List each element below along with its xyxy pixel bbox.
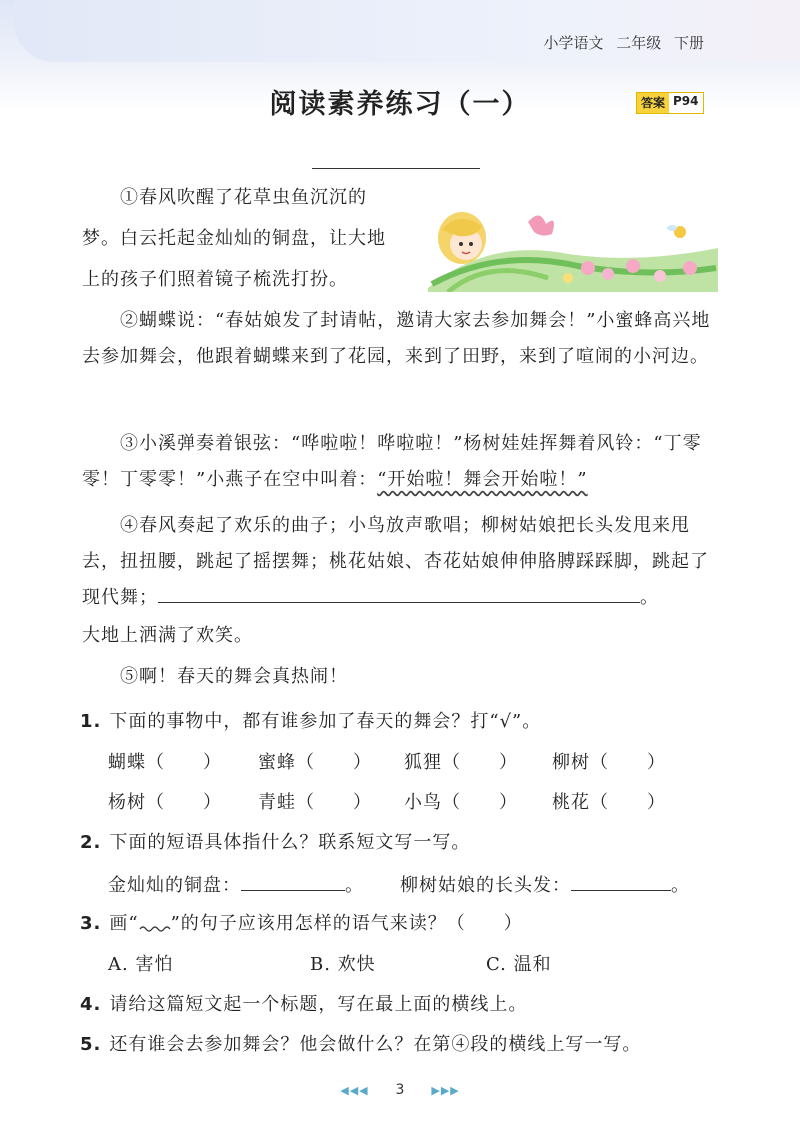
q3-option-c[interactable]: C. 温和 xyxy=(486,954,552,975)
q1-option-bird[interactable]: 小鸟（ ） xyxy=(404,792,518,813)
q2-label-a: 金灿灿的铜盘： xyxy=(108,875,241,896)
answer-label: 答案 xyxy=(637,93,669,113)
wavy-line-sample xyxy=(139,914,171,934)
passage-p4-end: 大地上洒满了欢笑。 xyxy=(82,625,253,646)
question-4-text: 请给这篇短文起一个标题，写在最上面的横线上。 xyxy=(109,994,528,1015)
passage-p3-wavy-sentence: “开始啦！舞会开始啦！” xyxy=(377,469,588,490)
q1-option-fox[interactable]: 狐狸（ ） xyxy=(404,752,518,773)
q1-option-bee[interactable]: 蜜蜂（ ） xyxy=(258,752,372,773)
question-1-number: 1. xyxy=(80,711,102,732)
page-title: 阅读素养练习（一） xyxy=(269,89,531,120)
q1-option-frog[interactable]: 青蛙（ ） xyxy=(258,792,372,813)
question-3-pre: 画“ xyxy=(109,913,139,934)
question-4-number: 4. xyxy=(80,994,102,1015)
answer-page: P94 xyxy=(669,93,703,113)
question-2 xyxy=(80,829,720,857)
passage-p3 xyxy=(82,426,712,498)
passage-p3-text: ③小溪弹奏着银弦：“哗啦啦！哗啦啦！”杨树娃娃挥舞着风铃：“丁零零！丁零零！”小燕子在空中叫着： xyxy=(82,433,702,490)
passage-p2: ②蝴蝶说：“春姑娘发了封请帖，邀请大家去参加舞会！”小蜜蜂高兴地去参加舞会，他跟着蝴蝶来到了花园，来到了田野，来到了喧闹的小河边。 xyxy=(82,310,711,367)
passage-p5: ⑤啊！春天的舞会真热闹！ xyxy=(120,666,348,687)
passage-p1-line3: 上的孩子们照着镜子梳洗打扮。 xyxy=(82,269,348,290)
question-3 xyxy=(80,910,720,938)
passage-p4 xyxy=(82,508,712,616)
answer-badge[interactable] xyxy=(636,92,704,114)
q1-option-peach[interactable]: 桃花（ ） xyxy=(552,792,666,813)
spring-girl-illustration xyxy=(428,208,718,292)
q2-period-b: 。 xyxy=(671,875,690,896)
q1-option-butterfly[interactable]: 蝴蝶（ ） xyxy=(108,752,222,773)
q3-option-a[interactable]: A. 害怕 xyxy=(108,954,174,975)
question-2-text: 下面的短语具体指什么？联系短文写一写。 xyxy=(109,832,471,853)
question-2-number: 2. xyxy=(80,832,102,853)
q2-period-a: 。 xyxy=(345,875,364,896)
q2-answer-blank-a[interactable] xyxy=(241,870,345,891)
passage-p4-period: 。 xyxy=(640,587,659,608)
question-1 xyxy=(80,708,720,736)
title-blank-line[interactable] xyxy=(312,168,480,169)
q2-label-b: 柳树姑娘的长头发： xyxy=(400,875,571,896)
q3-option-b[interactable]: B. 欢快 xyxy=(310,954,376,975)
q1-option-poplar[interactable]: 杨树（ ） xyxy=(108,792,222,813)
passage-p4-text: ④春风奏起了欢乐的曲子；小鸟放声歌唱；柳树姑娘把长头发甩来甩去，扭扭腰，跳起了摇摆舞；桃花姑娘、杏花姑娘伸伸胳膊踩踩脚，跳起了现代舞； xyxy=(82,515,709,608)
p4-answer-blank[interactable] xyxy=(158,582,640,603)
question-5-text: 还有谁会去参加舞会？他会做什么？在第④段的横线上写一写。 xyxy=(109,1034,642,1055)
question-3-number: 3. xyxy=(80,913,102,934)
question-3-post: ”的句子应该用怎样的语气来读？（ ） xyxy=(170,913,523,934)
passage-p1-line1: ①春风吹醒了花草虫鱼沉沉的 xyxy=(120,187,367,208)
q1-option-willow[interactable]: 柳树（ ） xyxy=(552,752,666,773)
page-footer xyxy=(0,1082,800,1098)
q2-answer-blank-b[interactable] xyxy=(571,870,671,891)
question-2-answers xyxy=(108,870,728,900)
question-1-text: 下面的事物中，都有谁参加了春天的舞会？打“√”。 xyxy=(109,711,542,732)
header-subject: 小学语文 二年级 下册 xyxy=(543,34,704,52)
question-4 xyxy=(80,991,720,1019)
question-5 xyxy=(80,1031,720,1059)
next-arrows-icon: ▶▶▶ xyxy=(431,1084,460,1097)
page-number: 3 xyxy=(395,1082,405,1098)
question-5-number: 5. xyxy=(80,1034,102,1055)
prev-arrows-icon: ◀◀◀ xyxy=(340,1084,369,1097)
passage-p1-line2: 梦。白云托起金灿灿的铜盘，让大地 xyxy=(82,228,386,249)
